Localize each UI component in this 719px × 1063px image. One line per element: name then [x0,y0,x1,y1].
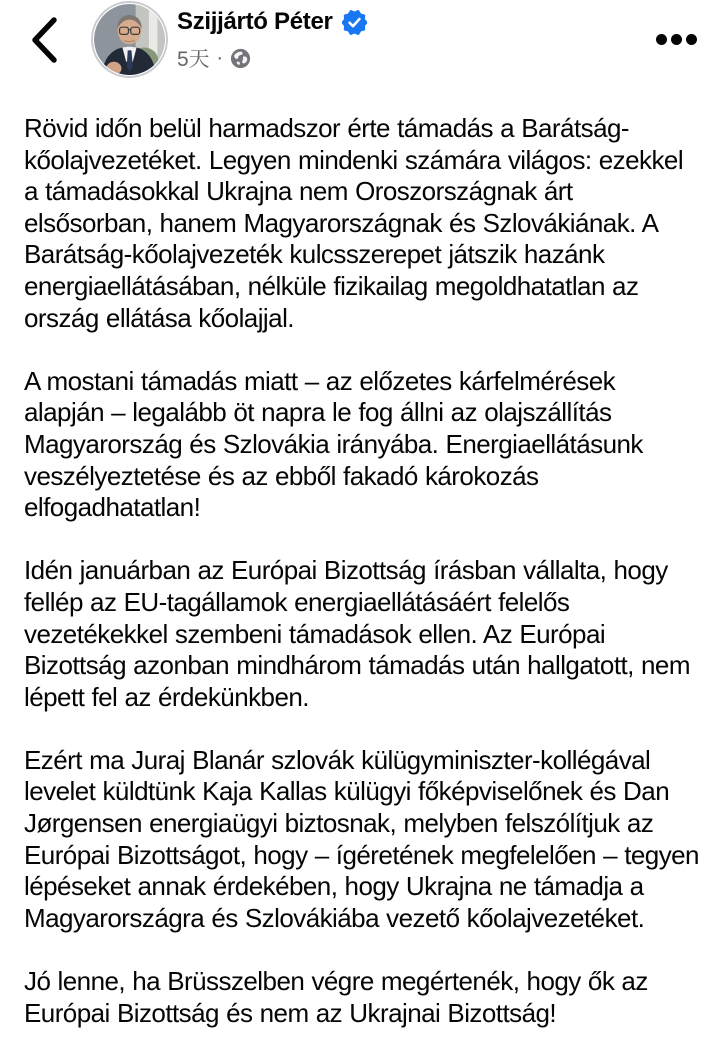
meta-separator: · [216,46,224,69]
post-paragraph: Jó lenne, ha Brüsszelben végre megértenék, hogy ők az Európai Bizottság és nem az Ukrajnai Bizottság! [24,966,648,1028]
profile-name[interactable]: Szijjártó Péter [177,8,333,35]
header-text [177,8,367,73]
avatar[interactable] [91,1,168,78]
post-paragraph: A mostani támadás miatt – az előzetes kárfelmérések alapján – legalább öt napra le fog állni az olajszállítás Magyarország és Szlovákia irányába. Energiaellátásunk veszélyeztetése és az ebből fakadó károkozás elfogadhatatlan! [24,365,643,523]
chevron-left-icon [31,16,58,67]
post-meta [177,43,367,73]
back-button[interactable] [22,12,66,70]
profile-photo [94,4,165,75]
more-options-button[interactable] [648,24,704,54]
timestamp: 5天 [177,48,210,71]
post-paragraph: Idén januárban az Európai Bizottság írásban vállalta, hogy fellép az EU-tagállamok energiaellátásáért felelős vezetékekkel szembeni támadások ellen. Az Európai Bizottság azonban mindhárom támadás után hallgatott, nem lépett fel az érdekünkben. [24,555,690,712]
post-body [0,82,719,1029]
post-paragraph: Rövid időn belül harmadszor érte támadás a Barátság-kőolajvezetéket. Legyen mindenki számára világos: ezekkel a támadásokkal Ukrajna nem Oroszországnak árt elsősorban, hanem Magyarországnak és Szlovákiának. A Barátság-kőolajvezeték kulcsszerepet játszik hazánk energiaellátásában, nélküle fizikailag megoldhatatlan az ország ellátása kőolajjal. [24,113,684,333]
verified-badge-icon [342,10,367,35]
ellipsis-icon [656,34,697,45]
post-paragraph: Ezért ma Juraj Blanár szlovák külügyminiszter-kollégával levelet küldtünk Kaja Kallas külügyi főképviselőnek és Dan Jørgensen energiaügyi biztosnak, melyben felszólítjuk az Európai Bizottságot, hogy – ígéretének megfelelően – tegyen lépéseket annak érdekében, hogy Ukrajna ne támadja a Magyarországra és Szlovákiába vezető kőolajvezetéket. [24,744,699,933]
post-header [0,0,719,82]
globe-icon [230,48,251,69]
